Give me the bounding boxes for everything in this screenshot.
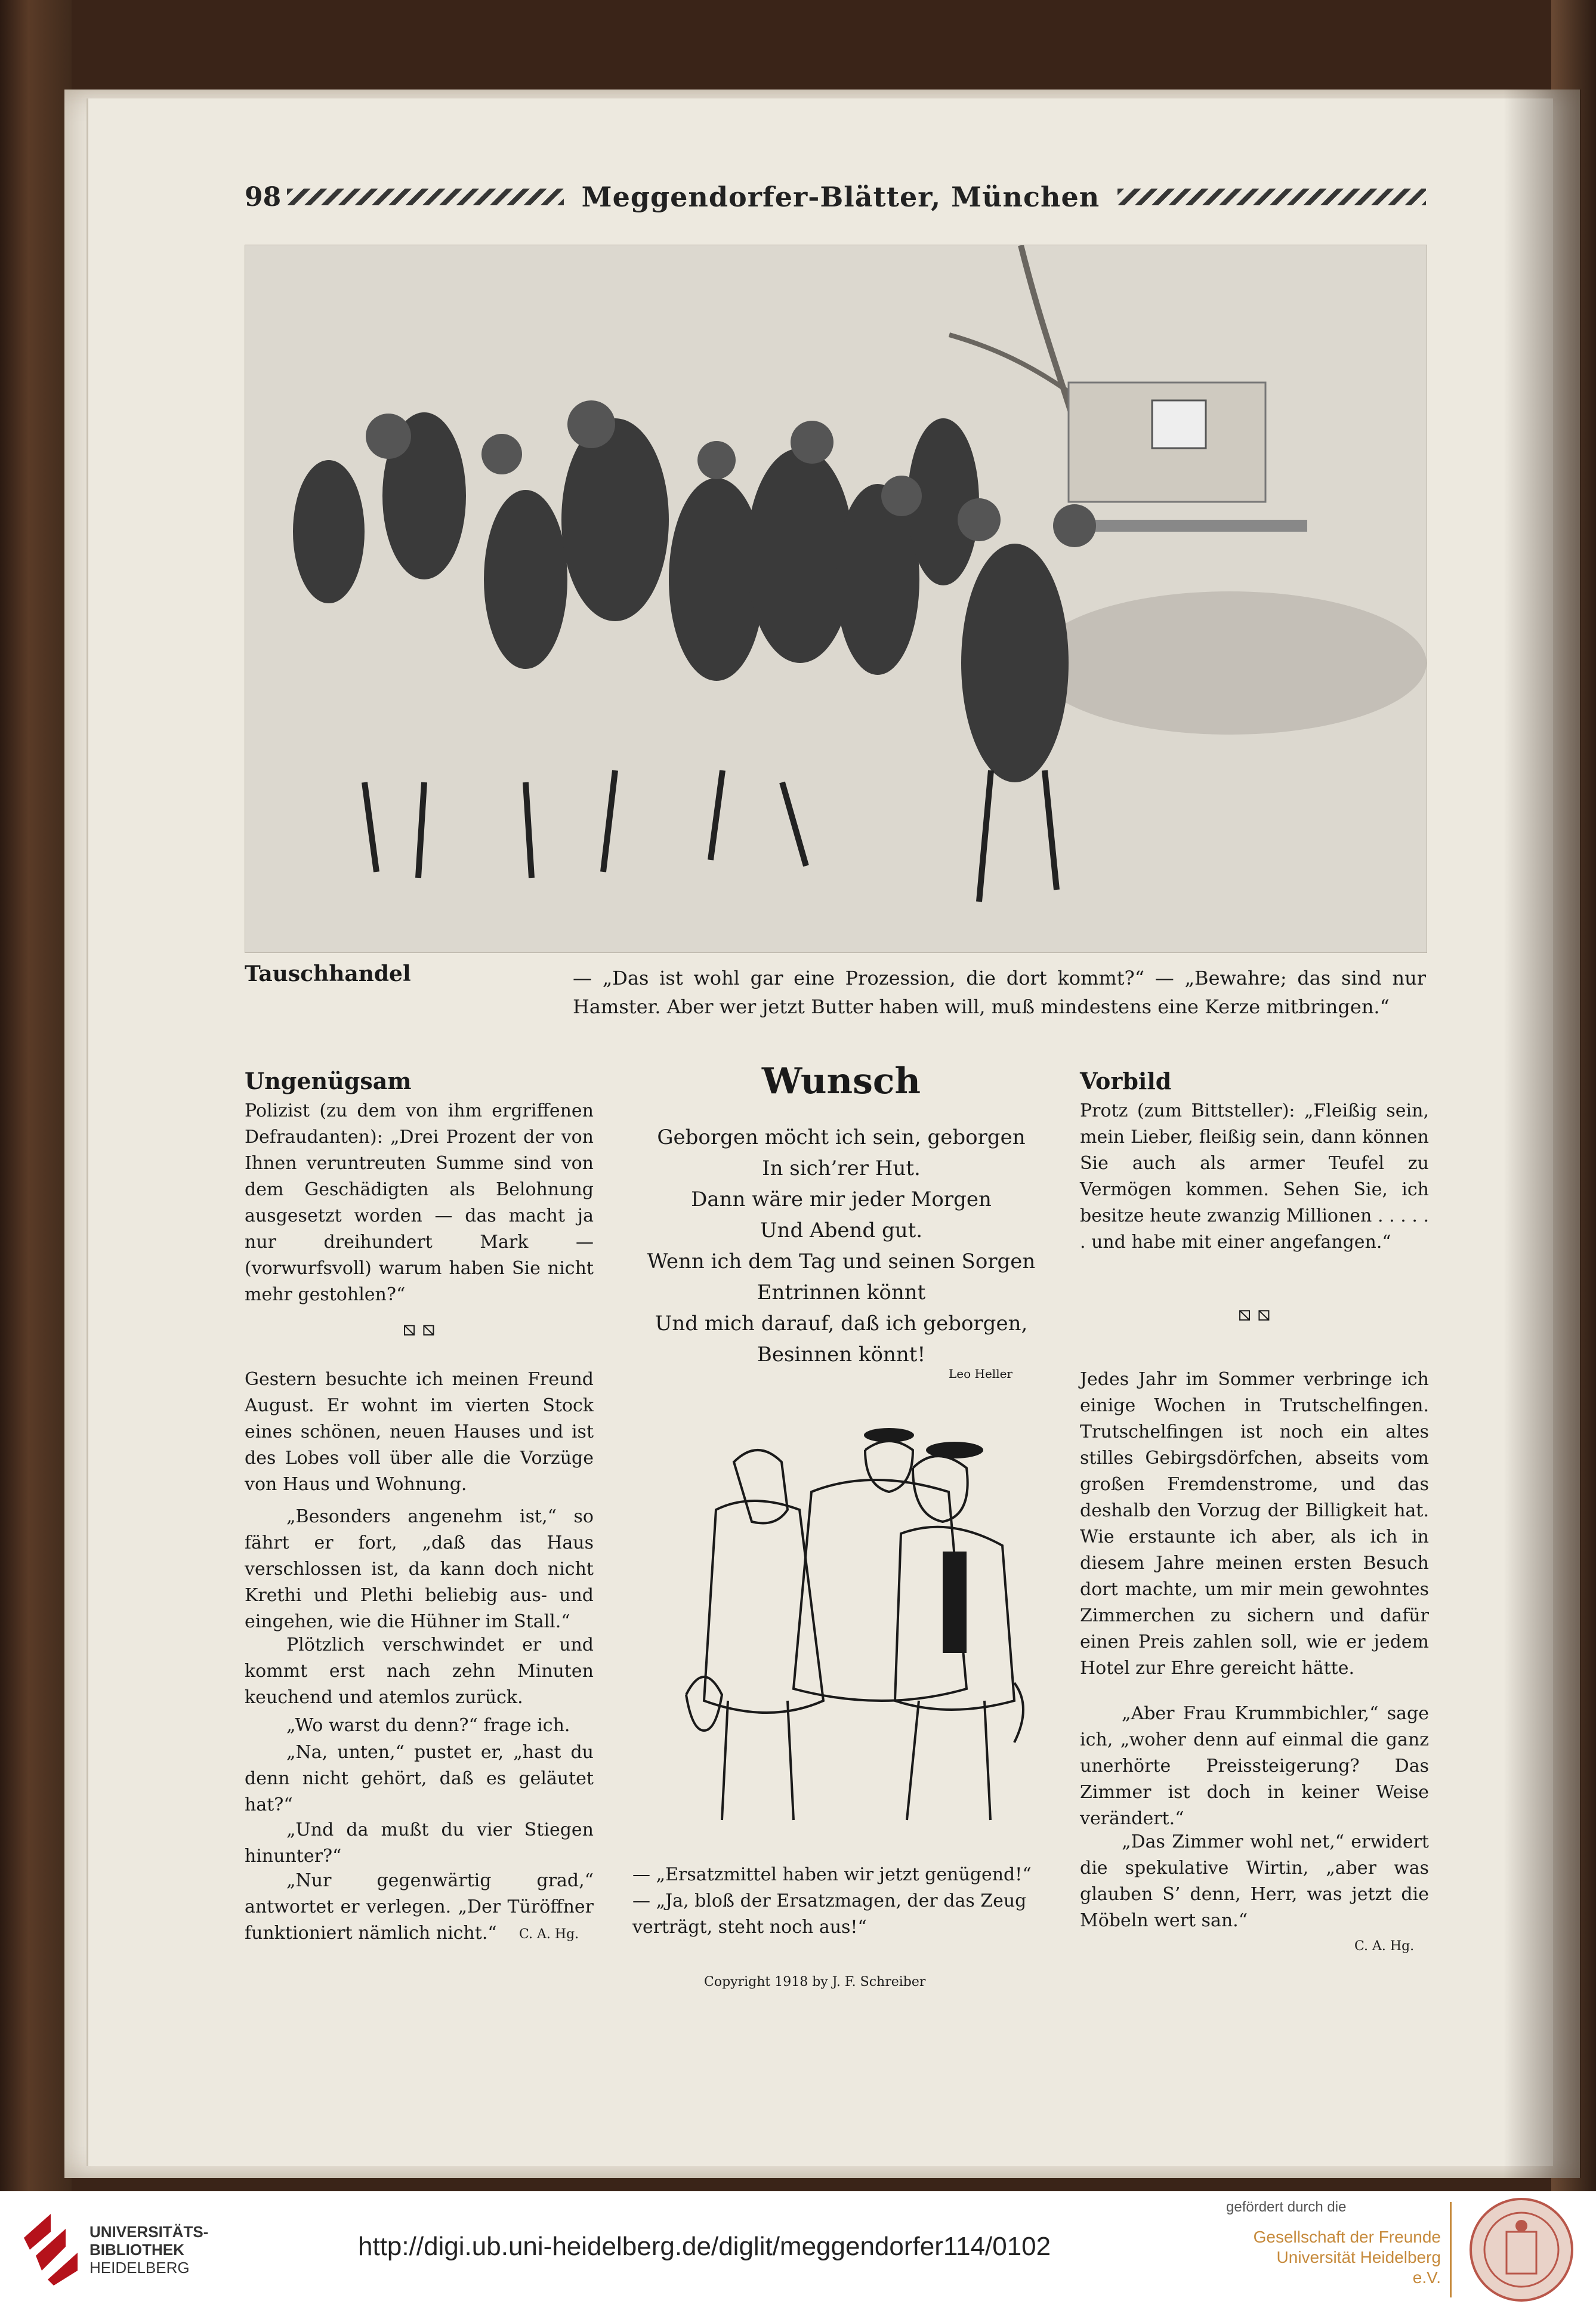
right-paragraph-2: Jedes Jahr im Sommer verbringe ich einige Wochen in Trutschelfingen. Trutschelfingen ist noch ein altes stilles Gebirgsdörfchen, abseits vom großen Fremdenstrome, und das deshalb den Vorzug der Billigkeit hat. Wie erstaunte ich aber, als ich in diesem Jahre meinen ersten Besuch dort machte, um mir mein gewohntes Zimmerchen zu sichern und dafür einen Preis zahlen soll, wie er jedem Hotel zur Ehre gereicht hätte.	[1080, 1369, 1429, 1679]
left-paragraph-2: Gestern besuchte ich meinen Freund August. Er wohnt im vierten Stock eines schönen, neuen Hauses und ist des Lobes voll über alle die Vorzüge von Haus und Wohnung.	[245, 1369, 594, 1495]
left-paragraph-5: „Wo warst du denn?“ frage ich.	[286, 1715, 570, 1736]
library-name	[89, 2223, 208, 2277]
masthead-title: Meggendorfer-Blätter, München	[581, 181, 1100, 213]
caption-title: Tauschhandel	[245, 961, 411, 986]
poem-author: Leo Heller	[949, 1367, 1012, 1381]
ub-heidelberg-logo-icon	[24, 2214, 78, 2286]
left-ornament: ⧅ ⧅	[403, 1317, 436, 1341]
right-paragraph-1: Protz (zum Bittsteller): „Fleißig sein, mein Lieber, fleißig sein, dann können Sie auch als armer Teufel zu Vermögen kommen. Sehen Sie, ich besitze heute zwanzig Millionen . . . . . . und habe mit einer angefangen.“	[1080, 1100, 1429, 1253]
footer-divider	[1450, 2202, 1452, 2297]
header-ornament-left	[287, 189, 563, 205]
poem-line: Entrinnen könnt	[757, 1281, 926, 1304]
left-signature: C. A. Hg.	[519, 1927, 579, 1942]
society-line-2: Universität Heidelberg e.V.	[1276, 2248, 1441, 2287]
crowd-illustration	[245, 245, 1427, 952]
poem-title: Wunsch	[761, 1060, 921, 1102]
poem-line: Und mich darauf, daß ich geborgen,	[655, 1312, 1028, 1336]
left-column-heading: Ungenügsam	[245, 1068, 412, 1094]
right-column-heading: Vorbild	[1080, 1068, 1172, 1094]
page-header	[245, 179, 1426, 215]
page-number: 98	[245, 181, 282, 212]
library-line-1: UNIVERSITÄTS-	[89, 2223, 209, 2241]
poem-line: Geborgen möcht ich sein, geborgen	[657, 1125, 1026, 1149]
society-name	[1244, 2227, 1441, 2288]
poem-body	[632, 1122, 1050, 1370]
three-men-illustration	[632, 1414, 1050, 1844]
library-line-2: BIBLIOTHEK	[89, 2241, 184, 2259]
illustration-ersatz	[632, 1414, 1050, 1844]
illustration-tauschhandel	[245, 245, 1427, 953]
poem-line: Besinnen könnt!	[757, 1343, 926, 1367]
caption-text: — „Das ist wohl gar eine Prozession, die dort kommt?“ — „Bewahre; das sind nur Hamster. Aber wer jetzt Butter haben will, muß mindestens eine Kerze mitbringen.“	[573, 967, 1426, 1018]
left-paragraph-7: „Und da mußt du vier Stiegen hinunter?“	[245, 1819, 594, 1867]
left-paragraph-1: Polizist (zu dem von ihm ergriffenen Defraudanten): „Drei Prozent der von Ihnen veruntreuten Summe sind von dem Geschädigten als Belohnung ausgesetzt worden — das macht ja nur dreihundert Mark — (vorwurfsvoll) warum haben Sie nicht mehr gestohlen?“	[245, 1100, 594, 1305]
poem-line: Und Abend gut.	[760, 1219, 923, 1242]
society-line-1: Gesellschaft der Freunde	[1253, 2228, 1441, 2246]
ersatz-caption-1: — „Ersatzmittel haben wir jetzt genügend!“	[632, 1864, 1032, 1885]
right-signature: C. A. Hg.	[1354, 1939, 1415, 1954]
ersatz-caption-2: — „Ja, bloß der Ersatzmagen, der das Zeug verträgt, steht noch aus!“	[632, 1890, 1027, 1938]
copyright-line: Copyright 1918 by J. F. Schreiber	[704, 1975, 926, 1990]
header-ornament-right	[1117, 189, 1426, 205]
left-paragraph-8: „Nur gegenwärtig grad,“ antwortet er verlegen. „Der Türöffner funktioniert nämlich nicht.“	[245, 1870, 594, 1944]
funded-by-label: gefördert durch die	[1226, 2199, 1347, 2215]
left-paragraph-4: Plötzlich verschwindet er und kommt erst nach zehn Minuten keuchend und atemlos zurück.	[245, 1634, 594, 1708]
gutter-shadow	[1504, 90, 1581, 2178]
right-ornament: ⧅ ⧅	[1238, 1302, 1271, 1326]
right-paragraph-3: „Aber Frau Krummbichler,“ sage ich, „woher denn auf einmal die ganz unerhörte Preissteigerung? Das Zimmer ist doch in keiner Weise verändert.“	[1080, 1703, 1429, 1829]
left-paragraph-6: „Na, unten,“ pustet er, „hast du denn nicht gehört, daß es geläutet hat?“	[245, 1742, 594, 1815]
poem-line: Wenn ich dem Tag und seinen Sorgen	[647, 1250, 1036, 1273]
poem-line: In sich’rer Hut.	[762, 1156, 921, 1180]
poem-line: Dann wäre mir jeder Morgen	[691, 1188, 992, 1211]
library-line-3: HEIDELBERG	[89, 2259, 190, 2277]
university-seal-icon	[1468, 2196, 1575, 2303]
right-paragraph-4: „Das Zimmer wohl net,“ erwidert die spekulative Wirtin, „aber was glauben S’ denn, Herr, was jetzt die Möbeln wert san.“	[1080, 1831, 1429, 1931]
book-cover-left	[0, 0, 72, 2191]
permalink-url[interactable]: http://digi.ub.uni-heidelberg.de/diglit/meggendorfer114/0102	[358, 2232, 1051, 2261]
left-paragraph-3: „Besonders angenehm ist,“ so fährt er fort, „daß das Haus verschlossen ist, da kann doch nicht Krethi und Plethi beliebig aus- und eingehen, wie die Hühner im Stall.“	[245, 1506, 594, 1632]
